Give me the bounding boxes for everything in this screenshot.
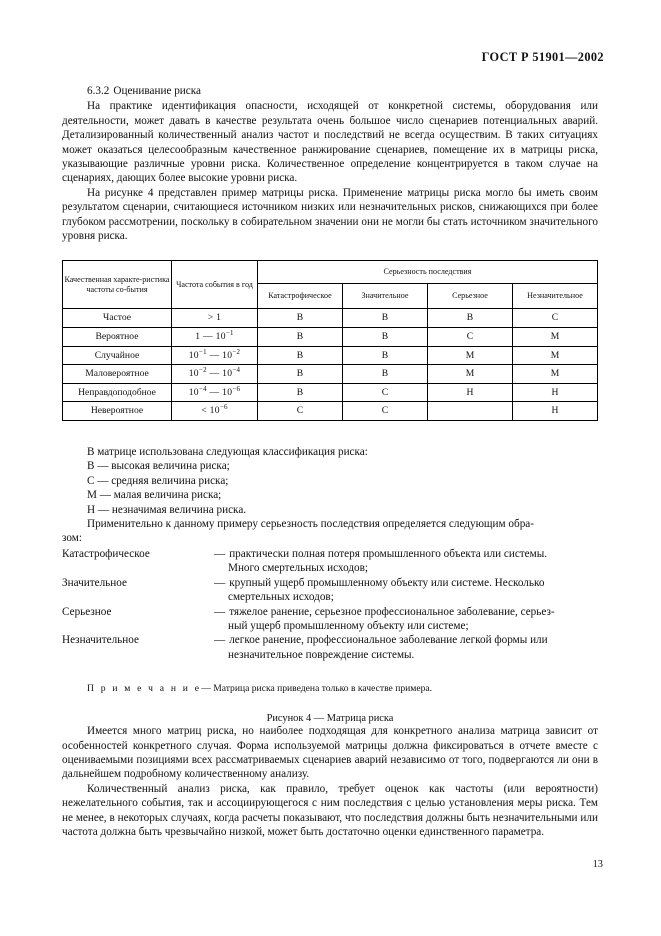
cell-risk-level: М (428, 346, 513, 365)
table-row (63, 365, 598, 384)
page-header-standard-number: ГОСТ Р 51901—2002 (481, 50, 604, 64)
definition-term: Незначительное (62, 634, 139, 647)
cell-risk-level: С (343, 383, 428, 402)
cell-risk-level: В (343, 309, 428, 328)
definition-line-2: ный ущерб промышленному объекту или системе; (228, 619, 469, 632)
page-content (62, 84, 598, 839)
note-text: Матрица риска приведена только в качестве примера. (213, 683, 433, 695)
classification-item-low: М — малая величина риска; (87, 489, 222, 502)
risk-matrix-container (62, 260, 598, 421)
header-severity-catastrophic: Катастрофическое (258, 284, 343, 309)
definition-line-2: смертельных исходов; (228, 591, 334, 604)
header-severity-group: Серьезность последствия (258, 261, 598, 284)
paragraph-practice-identification: На практике идентификация опасности, исходящей от конкретной системы, оборудования или деятельности, может давать в качестве результата очень большое число сценариев потенциальных аварий. Детализированный количественный анализ частот и последствий не всегда осуществим. В таких ситуациях может оказаться целесообразным качественное ранжирование сценариев, помещение их в матрицы риска, указывающие различные уровни риска. Количественное определение концентрируется в таком случае на сценариях, дающих более высокие уровни риска. (62, 100, 598, 185)
cell-qualitative: Случайное (63, 346, 172, 365)
severity-definition-lead-in-cont: зом: (62, 532, 82, 545)
cell-risk-level: В (343, 365, 428, 384)
cell-qualitative: Вероятное (63, 328, 172, 347)
cell-risk-level: М (513, 346, 598, 365)
paragraph-figure-four-intro: На рисунке 4 представлен пример матрицы риска. Применение матрицы риска могло бы иметь своим результатом сценарии, считающиеся источником низких или незначительных рисков, снижающихся при более глубоком рассмотрении, поскольку в собирательном значении они не могли бы стать источником значительного уровня риска. (62, 186, 598, 243)
cell-risk-level: Н (428, 383, 513, 402)
definition-dash: — (214, 605, 226, 618)
definition-term: Значительное (62, 576, 127, 589)
cell-risk-level: Н (513, 383, 598, 402)
cell-risk-level: М (428, 365, 513, 384)
definition-line-1: тяжелое ранение, серьезное профессиональное заболевание, серьез- (229, 605, 555, 618)
section-number: 6.3.2 (87, 85, 110, 97)
table-row (63, 383, 598, 402)
risk-matrix-head-row-1 (63, 261, 598, 284)
risk-classification-block (62, 445, 598, 546)
page-number: 13 (592, 859, 603, 870)
definition-row (62, 633, 598, 662)
cell-risk-level: В (258, 365, 343, 384)
cell-risk-level: Н (513, 402, 598, 421)
cell-risk-level: М (513, 365, 598, 384)
note-label: П р и м е ч а н и е (87, 683, 202, 695)
cell-risk-level: С (428, 328, 513, 347)
definition-term: Серьезное (62, 605, 112, 618)
cell-qualitative: Частое (63, 309, 172, 328)
header-severity-insignificant: Незначительное (513, 284, 598, 309)
definition-dash: — (214, 576, 226, 589)
figure-caption: Рисунок 4 — Матрица риска (266, 713, 394, 725)
definition-description (214, 547, 598, 576)
definition-row (62, 605, 598, 634)
paragraph-many-matrices: Имеется много матриц риска, но наиболее подходящая для конкретного анализа матрица зависит от особенностей конкретного случая. Форма используемой матрицы должна фиксироваться в отчете вместе с оцениваемыми позициями всех рассматриваемых сценариев аварий независимо от того, подвергаются ли они в дальнейшем подробному количественному анализу. (62, 725, 598, 781)
cell-risk-level: В (428, 309, 513, 328)
classification-intro: В матрице использована следующая классификация риска: (87, 446, 368, 459)
header-frequency-per-year: Частота события в год (172, 261, 258, 309)
cell-risk-level (428, 402, 513, 421)
cell-qualitative: Невероятное (63, 402, 172, 421)
cell-risk-level: С (513, 309, 598, 328)
definition-description (214, 605, 598, 634)
risk-matrix-body (63, 309, 598, 421)
cell-frequency: $10^{-4}$ — $10^{-6}$ (172, 383, 258, 402)
cell-frequency: 1 — $10^{-1}$ (172, 328, 258, 347)
cell-risk-level: В (258, 346, 343, 365)
risk-matrix-head (63, 261, 598, 309)
definition-description (214, 633, 598, 662)
definition-description (214, 576, 598, 605)
definition-row (62, 547, 598, 576)
definition-dash: — (214, 634, 226, 647)
definition-line-1: крупный ущерб промышленному объекту или системе. Несколько (229, 576, 545, 589)
classification-item-high: В — высокая величина риска; (87, 460, 230, 473)
definition-line-1: легкое ранение, профессиональное заболевание легкой формы или (229, 634, 548, 647)
definition-line-2: незначительное повреждение системы. (228, 648, 415, 661)
definition-line-1: практически полная потеря промышленного объекта или системы. (229, 547, 548, 560)
severity-definition-lead-in: Применительно к данному примеру серьезность последствия определяется следующим обра- (87, 518, 534, 531)
cell-frequency: $10^{-1}$ — $10^{-2}$ (172, 346, 258, 365)
section-heading (62, 84, 598, 98)
table-row (63, 346, 598, 365)
cell-frequency: $10^{-2}$ — $10^{-4}$ (172, 365, 258, 384)
classification-item-medium: С — средняя величина риска; (87, 474, 229, 487)
cell-risk-level: С (343, 402, 428, 421)
table-row (63, 328, 598, 347)
header-severity-significant: Значительное (343, 284, 428, 309)
risk-matrix-table (62, 260, 598, 421)
definition-row (62, 576, 598, 605)
definition-dash: — (214, 547, 226, 560)
cell-risk-level: С (258, 402, 343, 421)
cell-qualitative: Неправдоподобное (63, 383, 172, 402)
header-qualitative-frequency: Качественная характе-ристика частоты со-бытия (63, 261, 172, 309)
cell-frequency: < $10^{-6}$ (172, 402, 258, 421)
cell-qualitative: Маловероятное (63, 365, 172, 384)
section-title: Оценивание риска (113, 85, 201, 97)
definition-line-2: Много смертельных исходов; (228, 562, 369, 575)
cell-risk-level: В (343, 328, 428, 347)
cell-risk-level: В (258, 328, 343, 347)
cell-frequency: > 1 (172, 309, 258, 328)
table-row (63, 309, 598, 328)
cell-risk-level: В (258, 383, 343, 402)
cell-risk-level: В (258, 309, 343, 328)
cell-risk-level: М (513, 328, 598, 347)
cell-risk-level: В (343, 346, 428, 365)
header-severity-serious: Серьезное (428, 284, 513, 309)
table-row (63, 402, 598, 421)
paragraph-quantitative-analysis: Количественный анализ риска, как правило, требует оценок как частоты (или вероятности) нежелательного события, так и ассоциирующегося с ним последствия с целью установления меры риска. Тем не менее, в некоторых случаях, когда расчеты показывают, что последствия должны быть незначительными или частота должна быть чрезвычайно низкой, может быть достаточно оценки единственного параметра. (62, 782, 598, 838)
classification-item-negligible: Н — незначимая величина риска. (87, 503, 247, 516)
matrix-note (62, 682, 598, 695)
severity-definitions-list (62, 547, 598, 662)
note-dash: — (201, 683, 211, 695)
definition-term: Катастрофическое (62, 547, 150, 560)
